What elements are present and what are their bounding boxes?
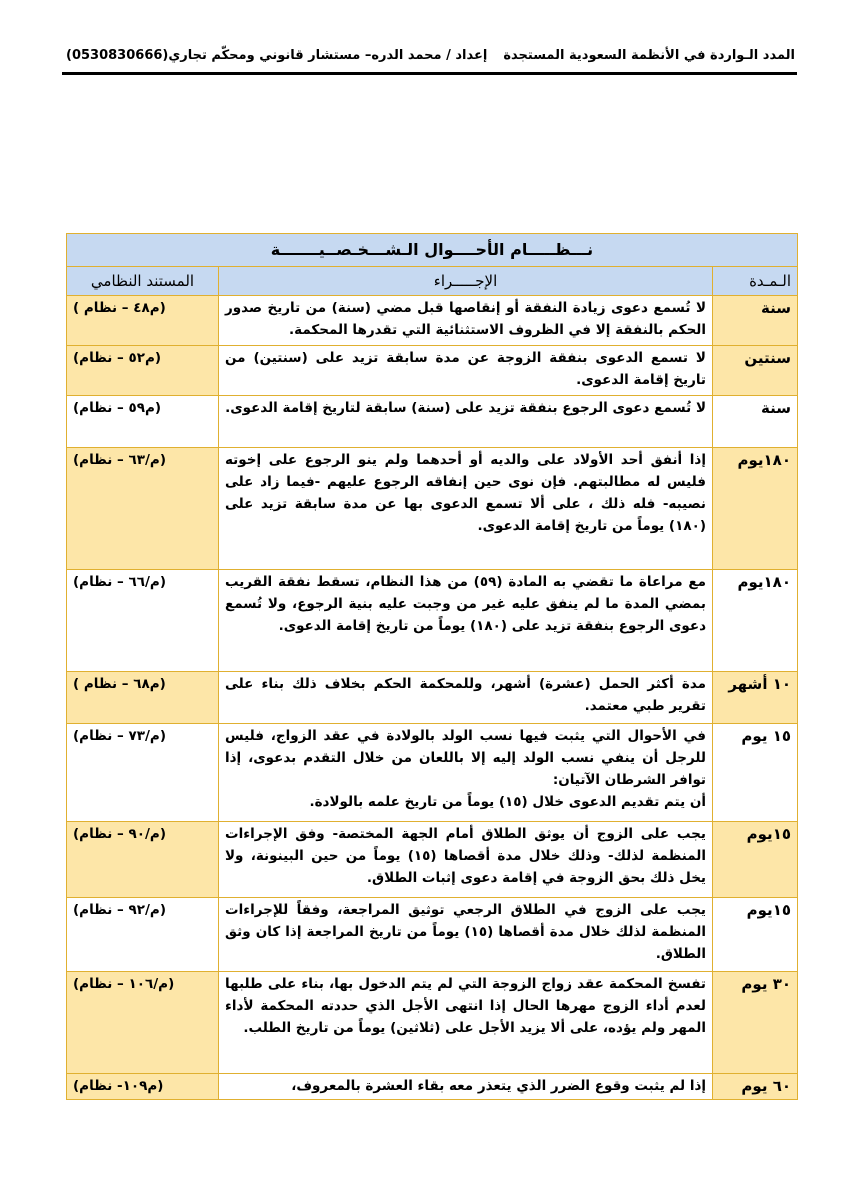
- column-header-duration: الـمـدة: [713, 267, 798, 296]
- row-procedure: يجب على الزوج أن يوثق الطلاق أمام الجهة المختصة- وفق الإجراءات المنظمة لذلك- وذلك خلال مدة أقصاها (١٥) يوماً من حين البينونة، ولا يخل ذلك بحق الزوجة في إقامة دعوى إثبات الطلاق.: [219, 822, 713, 898]
- page-header: [62, 42, 797, 75]
- row-reference: (م٥٩ – نظام): [67, 396, 219, 448]
- row-reference: (م١٠٩- نظام): [67, 1074, 219, 1100]
- column-header-procedure: الإجـــــراء: [219, 267, 713, 296]
- row-procedure: مدة أكثر الحمل (عشرة) أشهر، وللمحكمة الحكم بخلاف ذلك بناء على تقرير طبي معتمد.: [219, 672, 713, 724]
- row-procedure: إذا لم يثبت وقوع الضرر الذي يتعذر معه بقاء العشرة بالمعروف،: [219, 1074, 713, 1100]
- row-reference: (م/٦٦ – نظام): [67, 570, 219, 672]
- row-duration: ١٨٠يوم: [713, 570, 798, 672]
- row-duration: ١٥يوم: [713, 822, 798, 898]
- row-reference: (م/١٠٦ – نظام): [67, 972, 219, 1074]
- durations-table-wrapper: [66, 233, 797, 1100]
- table-title: نـــظـــــام الأحــــوال الـشـــخـصــيـــــــة: [67, 234, 798, 267]
- row-reference: (م٥٢ – نظام): [67, 346, 219, 396]
- row-reference: (م/٩٠ – نظام): [67, 822, 219, 898]
- table-row: [67, 672, 798, 724]
- row-procedure: [219, 724, 713, 822]
- row-duration: سنة: [713, 296, 798, 346]
- row-procedure: إذا أنفق أحد الأولاد على والديه أو أحدهما ولم ينو الرجوع على إخوته فليس له مطالبتهم. فإن نوى حين إنفاقه الرجوع عليهم -فيما زاد على نصيبه- فله ذلك ، على ألا تسمع الدعوى بها عن مدة سابقة تزيد على (١٨٠) يوماً من تاريخ إقامة الدعوى.: [219, 448, 713, 570]
- table-title-row: [67, 234, 798, 267]
- table-row: [67, 570, 798, 672]
- row-duration: ١٥يوم: [713, 898, 798, 972]
- header-credit: إعداد / محمد الدره– مستشار قانوني ومحكّم تجاري(0530830666): [66, 48, 488, 63]
- table-row: [67, 898, 798, 972]
- row-reference: (م/٩٢ – نظام): [67, 898, 219, 972]
- row-duration: سنتين: [713, 346, 798, 396]
- table-row: [67, 822, 798, 898]
- header-title: المدد الـواردة في الأنظمة السعودية المستجدة: [503, 48, 795, 63]
- row-procedure: يجب على الزوج في الطلاق الرجعي توثيق المراجعة، وفقاً للإجراءات المنظمة لذلك خلال مدة أقصاها (١٥) يوماً من تاريخ المراجعة إذا كان وثق الطلاق.: [219, 898, 713, 972]
- row-duration: ٣٠ يوم: [713, 972, 798, 1074]
- row-procedure: لا تُسمع دعوى الرجوع بنفقة تزيد على (سنة) سابقة لتاريخ إقامة الدعوى.: [219, 396, 713, 448]
- table-header-row: [67, 267, 798, 296]
- row-duration: ٦٠ يوم: [713, 1074, 798, 1100]
- row-duration: ١٥ يوم: [713, 724, 798, 822]
- table-row: [67, 396, 798, 448]
- row-duration: سنة: [713, 396, 798, 448]
- row-procedure: مع مراعاة ما تقضي به المادة (٥٩) من هذا النظام، تسقط نفقة القريب بمضي المدة ما لم ينفق عليه غير من وجبت عليه بنية الرجوع، ولا تُسمع دعوى الرجوع بنفقة تزيد على (١٨٠) يوماً من تاريخ إقامة الدعوى.: [219, 570, 713, 672]
- table-row: [67, 972, 798, 1074]
- row-procedure: تفسخ المحكمة عقد زواج الزوجة التي لم يتم الدخول بها، بناء على طلبها لعدم أداء الزوج مهرها الحال إذا انتهى الأجل الذي حددته المحكمة لأداء المهر ولم يؤده، على ألا يزيد الأجل على (ثلاثين) يوماً من تاريخ الطلب.: [219, 972, 713, 1074]
- table-row: [67, 296, 798, 346]
- table-row: [67, 1074, 798, 1100]
- row-reference: (م/٧٣ – نظام): [67, 724, 219, 822]
- column-header-reference: المستند النظامي: [67, 267, 219, 296]
- row-reference: (م٤٨ – نظام ): [67, 296, 219, 346]
- table-row: [67, 448, 798, 570]
- row-duration: ١٨٠يوم: [713, 448, 798, 570]
- row-procedure: لا تسمع الدعوى بنفقة الزوجة عن مدة سابقة تزيد على (سنتين) من تاريخ إقامة الدعوى.: [219, 346, 713, 396]
- table-row: [67, 724, 798, 822]
- row-reference: (م٦٨ – نظام ): [67, 672, 219, 724]
- row-procedure-main: في الأحوال التي يثبت فيها نسب الولد بالولادة في عقد الزواج، فليس للرجل أن ينفي نسب الولد إليه إلا باللعان من خلال التقدم بدعوى، إذا توافر الشرطان الآتيان:: [225, 728, 706, 788]
- row-duration: ١٠ أشهر: [713, 672, 798, 724]
- row-procedure: لا تُسمع دعوى زيادة النفقة أو إنقاصها قبل مضي (سنة) من تاريخ صدور الحكم بالنفقة إلا في الظروف الاستثنائية التي تقدرها المحكمة.: [219, 296, 713, 346]
- row-reference: (م/٦٣ – نظام): [67, 448, 219, 570]
- table-row: [67, 346, 798, 396]
- row-procedure-condition: أن يتم تقديم الدعوى خلال (١٥) يوماً من تاريخ علمه بالولادة.: [309, 794, 706, 810]
- durations-table: [66, 233, 798, 1100]
